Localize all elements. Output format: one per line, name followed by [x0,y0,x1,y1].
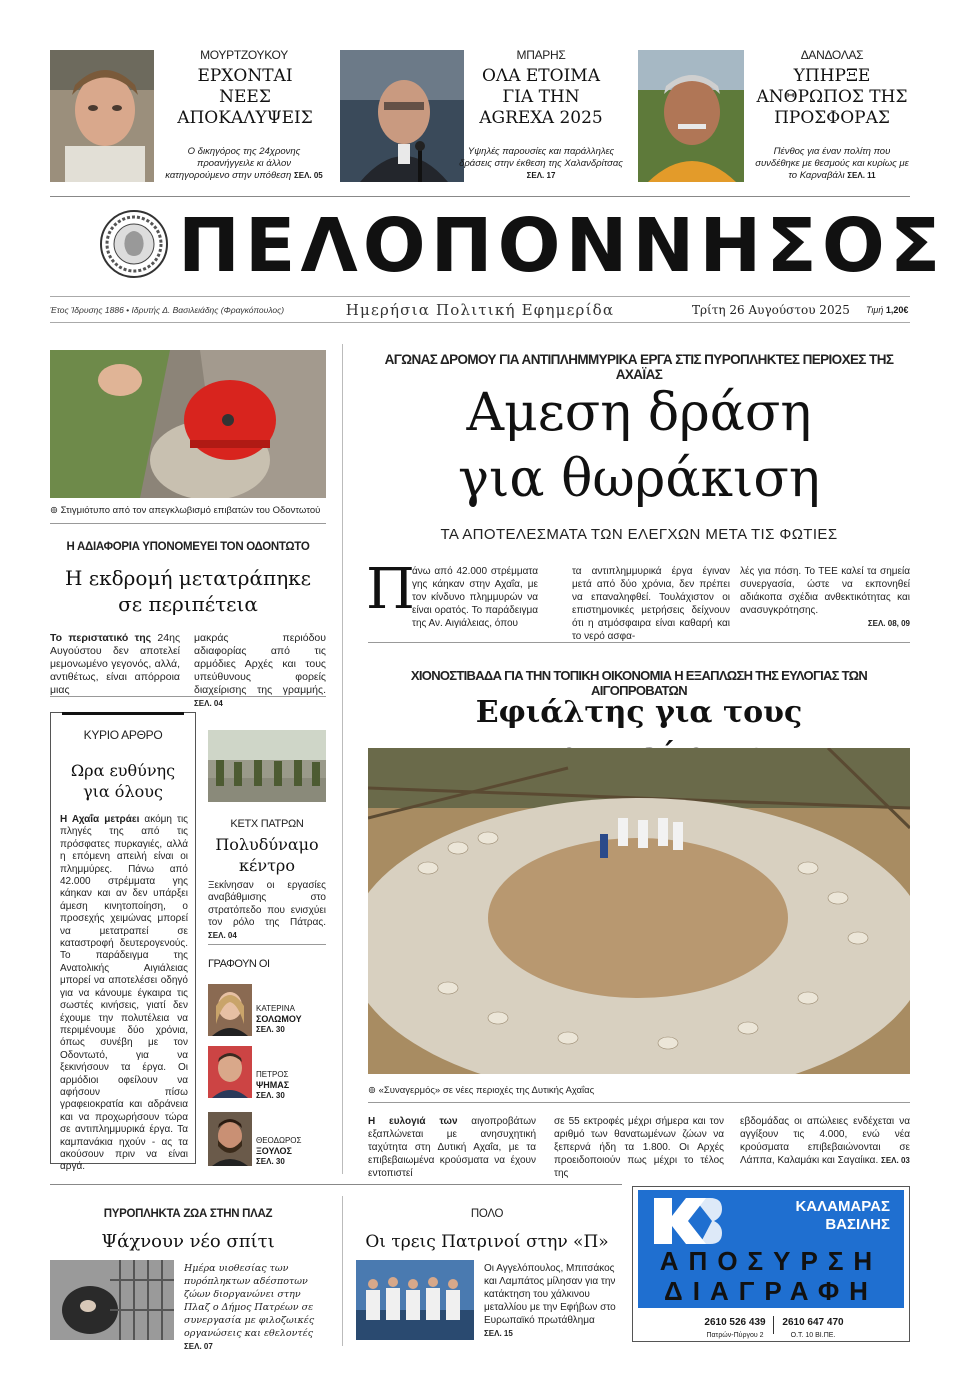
pets-kicker: ΠΥΡΟΠΛΗΚΤΑ ΖΩΑ ΣΤΗΝ ΠΛΑΖ [103,1208,273,1220]
ad-phone-1: 2610 526 439 Πατρών-Πύργου 2 [704,1317,766,1339]
polo-kicker: ΠΟΛΟ [470,1208,504,1220]
masthead-subtitle: Ημερήσια Πολιτική Εφημερίδα [345,301,615,319]
editorial-text: Η Αχαΐα μετράει ακόμη τις πληγές της από τις πρόσφατες πυρκαγιές, αλλά η επόμενη απειλή είναι οι πλημμύρες. Πάνω από 42.000 στρέμματα γης κάηκαν και αν δεν υπάρξει άμεση κινητοποίηση, ο προσεχής χειμώνας μπορεί να μετατραπεί σε καταστροφή δευτερογενούς. Το παράδειγμα της Ανατολικής Αιγιάλειας μπορεί να αποτελέσει οδηγό για να κάνουμε έγκαιρα τις σωστές κινήσεις, γιατί δεν έχουμε την πολυτέλεια να περιμένουμε δύο χρόνια, όπως συνέβη με τον Οδοντωτό, για να ξεκινήσουν τα έργα. Οι αρμόδιοι οφείλουν να αφήσουν πίσω γραφειοκρατία και αδράνεια και να προχωρήσουν τώρα σε αντιπλημμυρικά έργα. Τα καμπανάκια ηχούν - ας τα ακούσουν πριν να είναι αργά. [60,814,188,1173]
teaser-3-text: Πένθος για έναν πολίτη που συνδέθηκε με θεσμούς και κυρίως με το Καρναβάλι ΣΕΛ. 11 [755,146,909,181]
main-col-3: λές για πόση. Το ΤΕΕ καλεί τα σημεία συνεργασία, ώστε να εκπονηθεί αδιάκοπα σχέδια ανθεκτικότητας και ανασυγκρότησης. ΣΕΛ. 08, 09 [740,566,910,628]
odontotos-col-2: μακράς περιόδου αδιαφορίας από τις αρμόδιες Αρχές και τους υπεύθυνους φορείς διαχείρισης της γραμμής. ΣΕΛ. 04 [194,632,326,708]
teaser-divider [50,196,910,197]
ad-phone-2: 2610 647 470 Ο.Τ. 10 ΒΙ.ΠΕ. [782,1317,844,1339]
main-dropcap: Π [366,557,415,622]
ad-line-2: ΔΙΑΓΡΑΦΗ [664,1276,878,1306]
army-camp-photo [208,730,326,802]
main-col-1: άνω από 42.000 στρέμματα γης κάηκαν στην Αχαΐα, με τον κίνδυνο πλημμυρών να είναι ορατός. Το παράδειγμα της Αν. Αιγιάλειας, όπου [412,566,538,629]
main-headline-1: Αμεση δράση [466,383,812,443]
left-divider-2 [50,696,326,697]
main-col-2: τα αντιπλημμυρικά έργα έγιναν μετά από δύο χρόνια, δεν πρέπει να επαναληφθεί. Τουλάχιστον οι επιστημονικές μετρήσεις δείχνουν ότι η ατμόσφαιρα είναι καθαρή και το νερό ασφα- [572,566,730,642]
main-subhead: ΤΑ ΑΠΟΤΕΛΕΣΜΑΤΑ ΤΩΝ ΕΛΕΓΧΩΝ ΜΕΤΑ ΤΙΣ ΦΩΤΙΕΣ [440,526,838,543]
ad-logo-icon [650,1194,724,1248]
writer-photo-psimas [208,1046,252,1098]
camp-text: Ξεκίνησαν οι εργασίες αναβάθμισης στο στρατόπεδο που ενισχύει τον ρόλο της Πάτρας. ΣΕΛ. 04 [208,880,326,940]
camp-kicker: ΚΕΤΧ ΠΑΤΡΩΝ [230,818,304,830]
polo-headline: Οι τρεις Πατρινοί στην «Π» [365,1232,609,1252]
masthead-divider-top [50,296,910,297]
sheep-col-3: εβδομάδας οι απώλειες ενδέχεται να αγγίξουν τις 4.000, ενώ νέα κρούσματα επιβεβαιώνονται σε Λάππα, Καλαμάκι και Σαγαίικα. ΣΕΛ. 03 [740,1116,910,1166]
pets-text: Ημέρα υιοθεσίας των πυρόπληκτων αδέσποτων ζώων διοργανώνει στην Πλαζ ο Δήμος Πατρέων σε συνεργασία με φιλοζωικές οργανώσεις και εθελοντές ΣΕΛ. 07 [184,1263,315,1351]
main-kicker: ΑΓΩΝΑΣ ΔΡΟΜΟΥ ΓΙΑ ΑΝΤΙΠΛΗΜΜΥΡΙΚΑ ΕΡΓΑ ΣΤΙΣ ΠΥΡΟΠΛΗΚΤΕΣ ΠΕΡΙΟΧΕΣ ΤΗΣ ΑΧΑΪΑΣ [384,352,894,382]
teaser-3-title: ΥΠΗΡΞΕ ΑΝΘΡΩΠΟΣ ΤΗΣ ΠΡΟΣΦΟΡΑΣ [756,66,908,128]
odontotos-headline: Η εκδρομή μετατράπηκε σε περιπέτεια [64,566,312,616]
writer-2-name: ΠΕΤΡΟΣ ΨΗΜΑΣ ΣΕΛ. 30 [256,1070,290,1100]
camp-headline: Πολυδύναμο κέντρο [215,835,319,875]
editorial-label: ΚΥΡΙΟ ΑΡΘΡΟ [83,728,163,742]
writer-photo-xoulos [208,1112,252,1166]
teaser-2-title: ΟΛΑ ΕΤΟΙΜΑ ΓΙΑ ΤΗΝ AGREXA 2025 [479,66,603,128]
writers-divider [208,944,326,945]
ad-name-1: ΚΑΛΑΜΑΡΑΣ [795,1198,890,1215]
teaser-2-kicker: ΜΠΑΡΗΣ [516,48,566,62]
masthead-medallion [100,210,168,278]
teaser-2-text: Υψηλές παρουσίες και παράλληλες δράσεις στην έκθεση της Χαλανδρίτσας ΣΕΛ. 17 [459,146,623,180]
bottom-divider [50,1184,622,1185]
masthead-date: Τρίτη 26 Αυγούστου 2025 [692,303,850,317]
odontotos-col-1: Το περιστατικό της 24ης Αυγούστου δεν αποτελεί μεμονωμένο γεγονός, αλλά, αντιθέτως, είναι απόρροια μιας [50,632,181,696]
teaser-1-kicker: ΜΟΥΡΤΖΟΥΚΟΥ [200,48,288,62]
polo-text: Οι Αγγελόπουλος, Μπιτσάκος και Λαμπάτος μίλησαν για την κατάκτηση του χάλκινου μεταλλίου με την Εφήβων στο Ευρωπαϊκό πρωτάθλημα ΣΕΛ. 15 [484,1263,616,1338]
sheep-headline: Εφιάλτης για τους [475,695,803,730]
teaser-3-kicker: ΔΑΝΔΟΛΑΣ [800,48,864,62]
writer-1-name: ΚΑΤΕΡΙΝΑ ΣΟΛΩΜΟΥ ΣΕΛ. 30 [256,1004,302,1034]
editorial-headline: Ωρα ευθύνης για όλους [70,761,176,801]
bottom-column-divider [342,1196,343,1346]
teaser-photo-man-microphone [340,50,464,182]
writer-photo-solomou [208,984,252,1036]
ad-name-2: ΒΑΣΙΛΗΣ [825,1216,890,1233]
ad-line-1: ΑΠΟΣΥΡΣΗ [659,1246,883,1276]
sheep-col-1: Η ευλογιά των αιγοπροβάτων εξαπλώνεται με ανησυχητική ταχύτητα στη Δυτική Αχαΐα, με τα επιβεβαιωμένα κρούσματα να έχουν εντοπιστεί [368,1116,537,1179]
camera-icon: ⊚ [368,1085,376,1096]
masthead-price: Τιμή 1,20€ [866,305,909,315]
sheep-kicker: ΧΙΟΝΟΣΤΙΒΑΔΑ ΓΙΑ ΤΗΝ ΤΟΠΙΚΗ ΟΙΚΟΝΟΜΙΑ Η ΕΞΑΠΛΩΣΗ ΤΗΣ ΕΥΛΟΓΙΑΣ ΤΩΝ ΑΙΓΟΠΡΟΒΑΤΩΝ [410,668,868,698]
odontotos-rescue-photo [50,350,326,498]
teaser-photo-boy [50,50,154,182]
pets-headline: Ψάχνουν νέο σπίτι [101,1231,275,1252]
editorial-top-bar [62,712,184,715]
sheep-pen-photo [368,748,910,1074]
masthead-title: ΠΕΛΟΠΟΝΝΗΣΟΣ [178,203,946,289]
camera-icon: ⊚ [50,505,58,516]
left-divider-1 [50,523,326,524]
sheep-caption: ⊚ «Συναγερμός» σε νέες περιοχές της Δυτικής Αχαΐας [368,1085,595,1096]
main-column-divider [342,344,343,1174]
sheep-col-2: σε 55 εκτροφές μέχρι σήμερα και τον αριθμό των θανατωμένων ζώων να ξεπερνά ήδη τα 1.800. Οι Αρχές προειδοποιούν πως μέχρι το τέλος της [554,1116,724,1179]
odontotos-caption: ⊚ Στιγμιότυπο από τον απεγκλωβισμό επιβατών του Οδοντωτού [50,505,321,516]
teaser-1-text: Ο δικηγόρος της 24χρονης προανήγγειλε κι άλλον κατηγορούμενο στην υπόθεση ΣΕΛ. 05 [165,146,323,181]
main-headline-2: για θωράκιση [457,449,821,509]
polo-team-photo [356,1260,474,1340]
odontotos-kicker: Η ΑΔΙΑΦΟΡΙΑ ΥΠΟΝΟΜΕΥΕΙ ΤΟΝ ΟΔΟΝΤΩΤΟ [66,541,310,553]
writer-3-name: ΘΕΟΔΩΡΟΣ ΞΟΥΛΟΣ ΣΕΛ. 30 [256,1136,302,1166]
teaser-1-title: ΕΡΧΟΝΤΑΙ ΝΕΕΣ ΑΠΟΚΑΛΥΨΕΙΣ [177,66,313,128]
sheep-divider [368,1102,910,1103]
ad-phone-divider [773,1316,774,1334]
dog-in-cage-photo [50,1260,174,1340]
writers-label: ΓΡΑΦΟΥΝ ΟΙ [208,958,270,970]
teaser-photo-older-man [638,50,744,182]
main-divider [368,642,910,643]
masthead-divider-bottom [50,322,910,323]
masthead-founded: Έτος Ίδρυσης 1886 • Ιδρυτής Δ. Βασιλειάδης (Φραγκόπουλος) [50,305,285,315]
